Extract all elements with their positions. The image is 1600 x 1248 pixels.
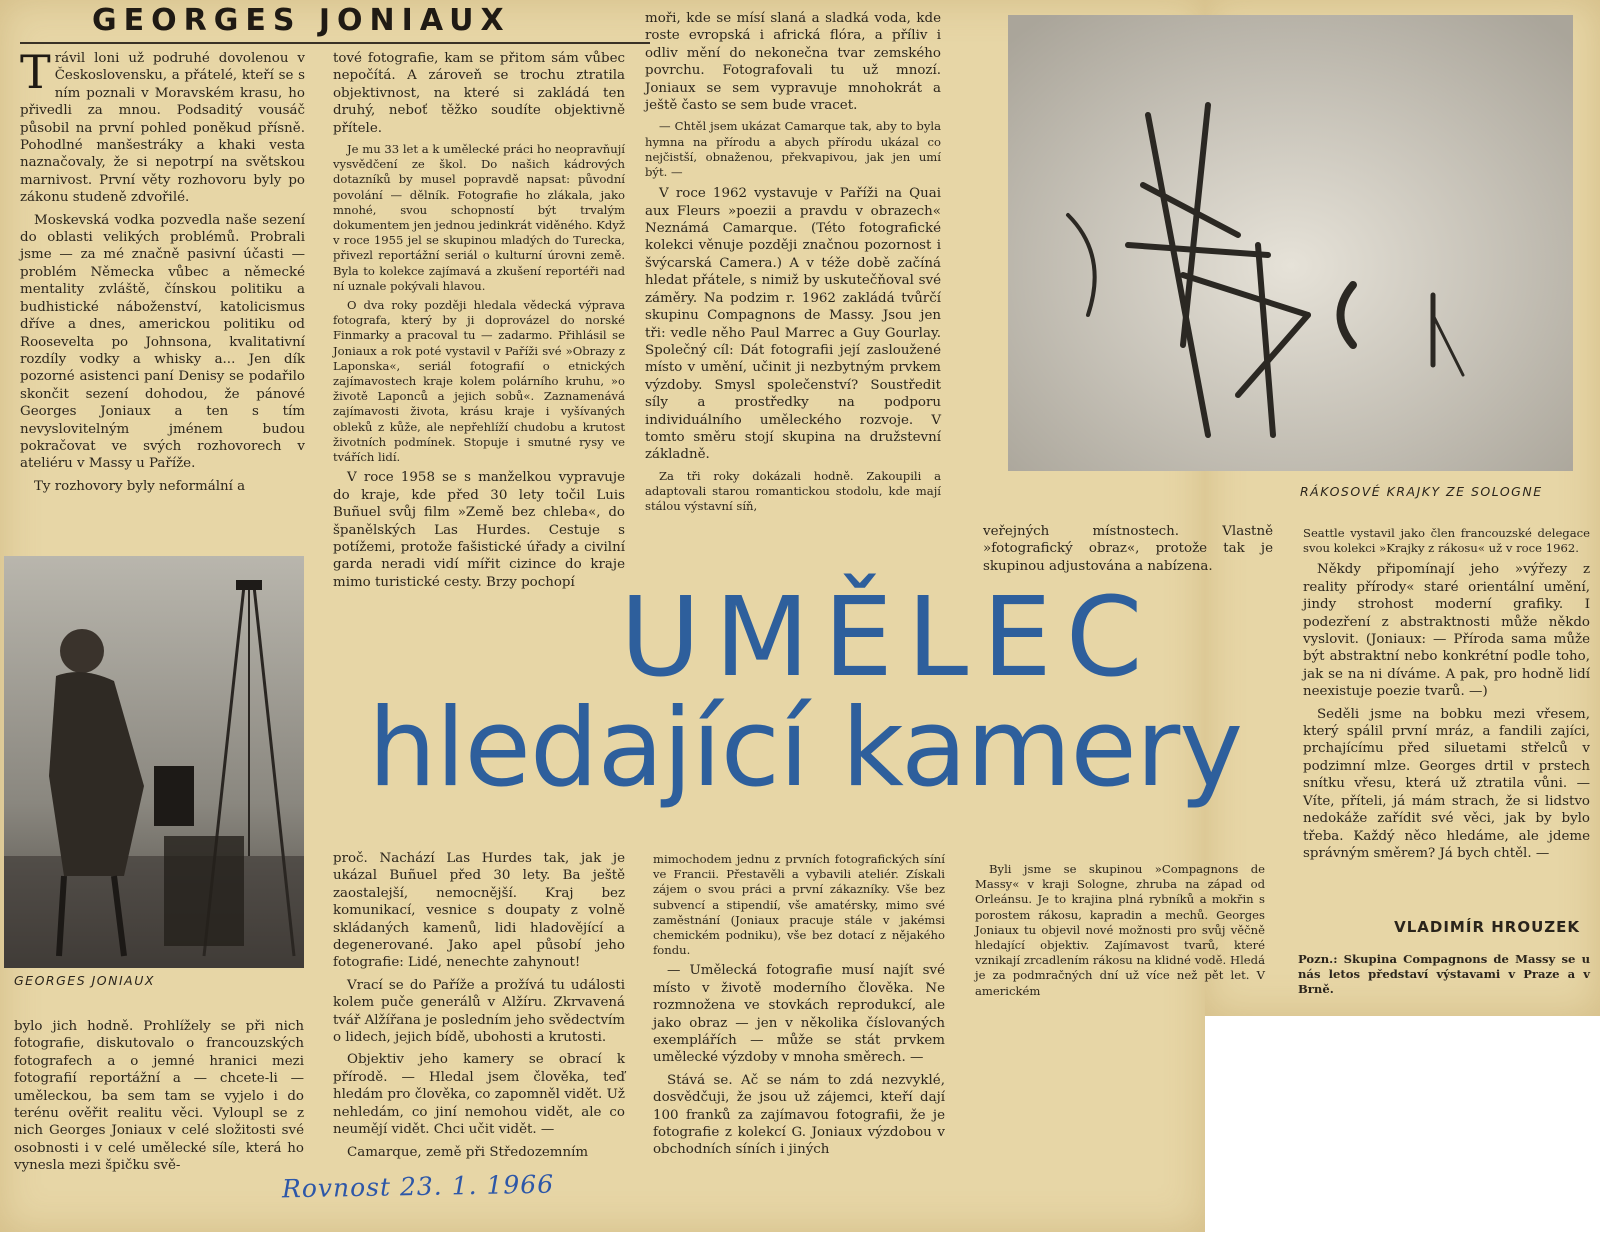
paragraph: V roce 1958 se s manželkou vypravuje do kraje, kde před 30 lety točil Luis Buñuel svůj film »Země bez chleba«, do španělských Las Hurdes. Cestuje s potížemi, protože fašistické úřady a civilní garda neradi vidí mířit cizince do kraje mimo turistické cesty. Brzy pochopí — [333, 470, 625, 590]
photo-portrait-image — [4, 556, 304, 968]
handwritten-date-note: Rovnost 23. 1. 1966 — [281, 1169, 555, 1204]
author-heading: GEORGES JONIAUX — [92, 3, 511, 38]
paragraph-text: rávil loni už podruhé dovolenou v Československu, a přátelé, kteří se s ním poznali v Moravském krasu, ho přivedli za mnou. Podsaditý vousáč působil na první pohled poněkud přísně. Pohodlné manšestráky a khaki vesta naznačovaly, že si nepotrpí na světskou marnivost. První věty rozhovoru byly po zákonu studeně zdvořilé. — [20, 51, 305, 206]
paragraph: Objektiv jeho kamery se obrací k přírodě. — Hledal jsem člověka, teď hledám pro člověka, co zapomněl vidět. Už nehledám, co jiní nemohou vidět, ale co neumějí vidět. Chci učit vidět. — — [333, 1052, 625, 1138]
column-3-top — [645, 10, 941, 519]
paragraph: Za tři roky dokázali hodně. Zakoupili a adaptovali starou romantickou stodolu, kde mají stálou výstavní síň, — [645, 468, 941, 514]
column-4-upper — [983, 523, 1273, 580]
paragraph: bylo jich hodně. Prohlížely se při nich fotografie, diskutovalo o francouzských fotografech a o jemné hranici mezi fotografií reportážní a — chcete-li — uměleckou, ba sem tam se vyjelo i do terénu ověřit realitu věci. Vyloupl se z nich Georges Joniaux v celé složitosti své osobnosti i v celé umělecké síle, která ho vynesla mezi špičku svě- — [14, 1019, 304, 1174]
paragraph: Je mu 33 let a k umělecké práci ho neopravňují vysvědčení ze škol. Do našich kádrových dotazníků by musel popravdě napsat: původní povolání — dělník. Fotografie ho zlákala, jako mnohé, svou schopností být trvalým dokumentem jen jednou jedinkrát viděného. Když v roce 1955 jel se skupinou mladých do Turecka, přivezl reportážní seriál o kulturní úrovni země. Byla to kolekce zajímavá a zkušení reportéři nad ní uznale pokývali hlavou. — [333, 142, 625, 293]
column-2-bottom — [333, 850, 625, 1166]
footnote — [1298, 952, 1590, 1002]
paragraph: veřejných místnostech. Vlastně »fotografický obraz«, protože tak je skupinou adjustována a nabízena. — [983, 524, 1273, 574]
paragraph: Byli jsme se skupinou »Compagnons de Massy« v kraji Sologne, zhruba na západ od Orleánsu. Je to krajina plná rybníků a mokřin s porostem rákosu, kapradin a mechů. Georges Joniaux tu objevil nové možnosti pro svůj věčně hledající objektiv. Zajímavost tvarů, které vznikají zrcadlením rákosu na klidné vodě. Hledá je za podmračných dní už více než pět let. V americkém — [975, 862, 1265, 998]
paragraph: — Chtěl jsem ukázat Camarque tak, aby to byla hymna na přírodu a abych přírodu ukázal co nejčistší, obnaženou, překvapivou, jak jen umí být. — — [645, 119, 941, 180]
paragraph: Vrací se do Paříže a prožívá tu události kolem puče generálů v Alžíru. Zkrvavená tvář Alžířana je posledním jeho svědectvím o lidech, jejich bídě, ubohosti a krutosti. — [333, 977, 625, 1046]
reed-lace-photo — [1008, 15, 1573, 471]
paragraph: Seattle vystavil jako člen francouzské delegace svou kolekci »Krajky z rákosu« už v roce 1962. — [1303, 526, 1590, 556]
paragraph: Někdy připomínají jeho »výřezy z reality přírody« staré orientální umění, jindy strohost moderní grafiky. I podezření z abstraktnosti může někdo vyslovit. (Joniaux: — Příroda sama může být abstraktní nebo konkrétní podle toho, jak se na ni díváme. A pak, pro hodně lidí neexistuje poezie tvarů. —) — [1303, 562, 1590, 700]
headline-line-2: hledající kamery — [368, 686, 1243, 811]
photo-reeds-image — [1008, 15, 1573, 471]
paragraph: Pozn.: Skupina Compagnons de Massy se u nás letos představí výstavami v Praze a v Brně. — [1298, 952, 1590, 997]
paragraph: Stává se. Ač se nám to zdá nezvyklé, dosvědčuji, že jsou už zájemci, kteří dají 100 franků za zajímavou fotografii, že je fotografie z kolekcí G. Joniaux výzdobou v obchodních síních i jiných — [653, 1072, 945, 1158]
paragraph: proč. Nachází Las Hurdes tak, jak je ukázal Buñuel před 30 lety. Ba ještě zaostalejší, nemocnější. Kraj bez komunikací, vesnice s doupaty z volně skládaných kamenů, lidi hladovějící a degenerované. Jako apel působí jeho fotografie: Lidé, nenechte zahynout! — [333, 851, 625, 971]
column-1-top — [20, 45, 305, 500]
drop-cap: T — [20, 45, 51, 99]
paragraph: V roce 1962 vystavuje v Paříži na Quai aux Fleurs »poezii a pravdu v obrazech« Neznámá Camarque. (Této fotografické kolekci věnuje později značnou pozornost i švýcarská Camera.) A v téže době začíná hledat přátele, s nimiž by uskutečňoval své záměry. Na podzim r. 1962 zakládá tvůrčí skupinu Compagnons de Massy. Jsou jen tři: vedle něho Paul Marrec a Guy Gourlay. Společný cíl: Dát fotografii její zasloužené místo v umění, učinit ji nezbytným prvkem výzdoby. Smysl společenství? Soustředit síly a prostředky na podporu individuálního uměleckého rozvoje. V tomto směru stojí skupina na družstevní základně. — [645, 186, 941, 463]
paragraph: Moskevská vodka pozvedla naše sezení do oblasti velikých problémů. Probrali jsme — za mé značně pasivní účasti — problém Německa vůbec a německé mentality zvláště, čínskou politiku a budhistické náboženství, katolicismus dříve a dnes, americkou politiku od Roosevelta po Johnsona, kvalitativní rozdíly vodky a whisky a... Jen dík pozorné asistenci paní Denisy se podařilo skončit sezení dohodou, že pánové Georges Joniaux a ten s tím nevyslovitelným jménem budou pokračovat ve svých rozhovorech v ateliéru v Massy u Paříže. — [20, 212, 305, 472]
column-1-bottom — [14, 1018, 304, 1180]
left-photo-caption: GEORGES JONIAUX — [14, 973, 155, 988]
right-photo-caption: RÁKOSOVÉ KRAJKY ZE SOLOGNE — [1300, 484, 1543, 499]
headline-line-1: UMĚLEC — [620, 573, 1157, 701]
paragraph: mimochodem jednu z prvních fotografických síní ve Francii. Přestavěli a vybavili ateliér. Získali zájem o svou práci a první zákazníky. Vše bez subvencí a stipendií, vše amatérsky, mimo své zaměstnání (Joniaux pracuje stále v jakémsi chemickém podniku), vše bez dotací z nějakého fondu. — [653, 852, 945, 958]
paragraph: tové fotografie, kam se přitom sám vůbec nepočítá. A zároveň se trochu ztratila objektivnost, na které si zakládá ten druhý, neboť těžko soudíte objektivně přítele. — [333, 51, 625, 136]
author-signature: VLADIMÍR HROUZEK — [1394, 918, 1580, 936]
column-3-bottom — [653, 852, 945, 1164]
paragraph: Seděli jsme na bobku mezi vřesem, který spálil první mráz, a fandili zajíci, prchajícímu před siluetami střelců v podzimní mlze. Georges drtil v prstech snítku vřesu, která už ztratila vůni. — Víte, příteli, já mám strach, že si lidstvo nedokáže zařídit své věci, jak by bylo třeba. Každý něco hledáme, ale jdeme správným směrem? Já bych chtěl. — — [1303, 706, 1590, 861]
column-5 — [1303, 526, 1590, 867]
column-4-lower — [975, 862, 1265, 1003]
paragraph — [20, 45, 305, 207]
paragraph: — Umělecká fotografie musí najít své místo v životě moderního člověka. Ne rozmnožena ve stovkách reprodukcí, ale jako obraz — jen v několika číslovaných exemplářích — může se stát prvkem umělecké výzdoby v mnoha směrech. — — [653, 963, 945, 1066]
paragraph: Ty rozhovory byly neformální a — [34, 478, 246, 494]
heading-rule — [20, 42, 650, 44]
portrait-photo — [4, 556, 304, 968]
paragraph: Camarque, země při Středozemním — [347, 1144, 589, 1160]
paragraph: O dva roky později hledala vědecká výprava fotografa, který by ji doprovázel do norské Finmarky a pracoval tu — zadarmo. Přihlásil se Joniaux a rok poté vystavil v Paříži své »Obrazy z Laponska«, seriál fotografií o etnických zajímavostech kraje kolem polárního kruhu, »o životě Laponců a jejich sobů«. Zaznamenává zajímavosti života, krásu kraje i vyšívaných obleků z kůže, ale nepřehlíží chudobu a krutost životních podmínek. Stopuje i smutné rysy ve tvářích lidí. — [333, 298, 625, 465]
small-type-block — [333, 142, 625, 465]
column-2-top — [333, 50, 625, 596]
paragraph: moři, kde se mísí slaná a sladká voda, kde roste evropská i africká flóra, a příliv i odliv mění do nekonečna tvar zemského povrchu. Fotografovali tu už mnozí. Joniaux se sem vypravuje mnohokrát a ještě často se sem bude vracet. — [645, 11, 941, 114]
small-type-block — [653, 852, 945, 958]
